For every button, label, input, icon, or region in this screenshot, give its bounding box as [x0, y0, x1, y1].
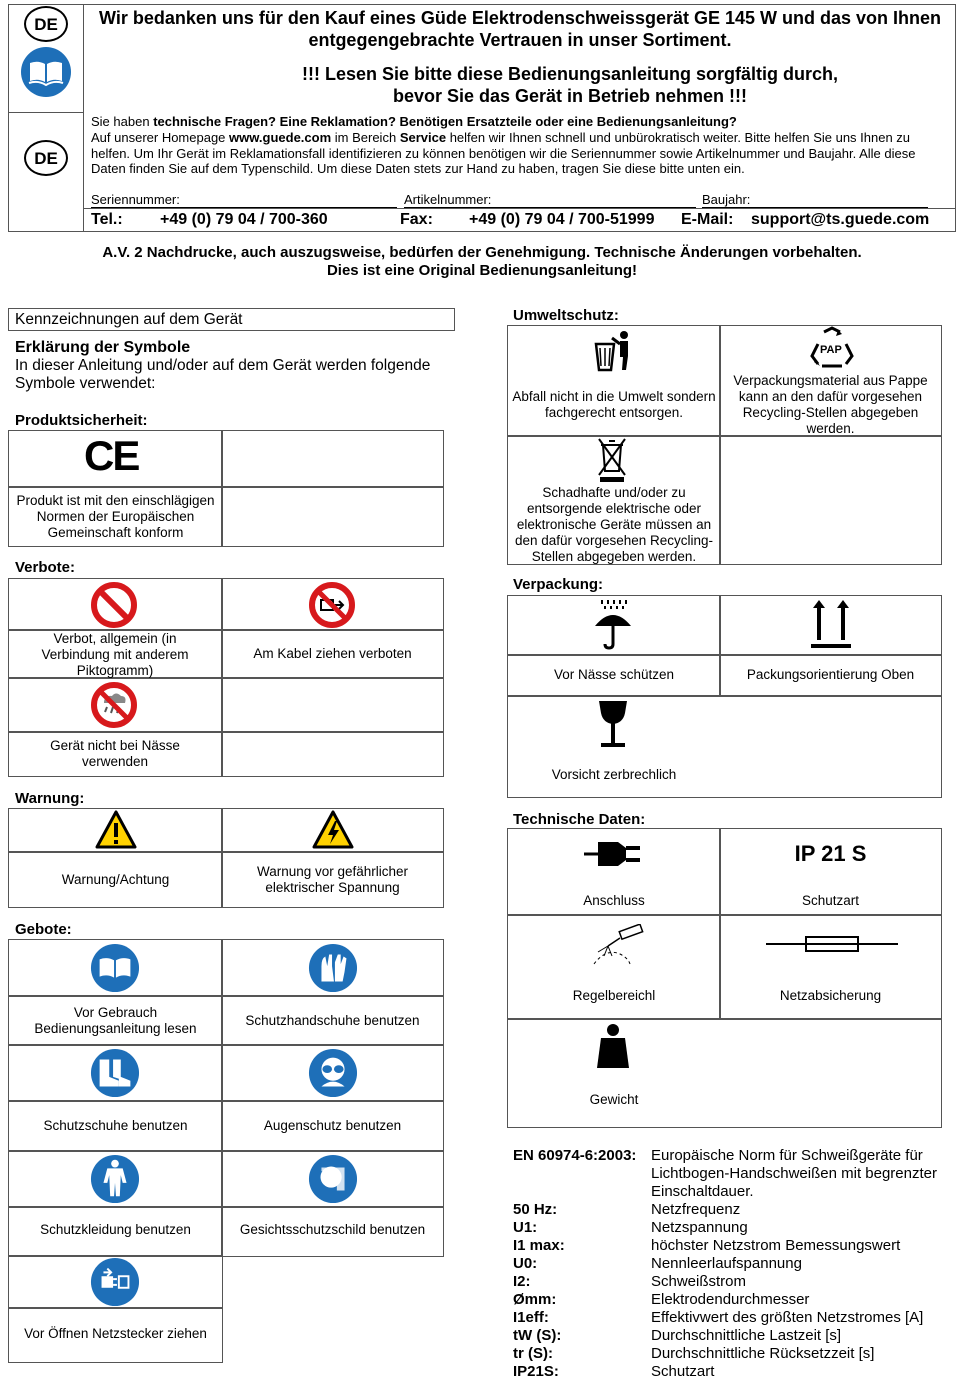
- notice-line-1: A.V. 2 Nachdrucke, auch auszugsweise, bedürfen der Genehmigung. Technische Änderungen vorbehalten.: [102, 244, 862, 261]
- spec-value: Netzfrequenz: [651, 1201, 741, 1218]
- t-fuse-caption: Netzabsicherung: [779, 988, 882, 1003]
- pack-fragile-caption: Vorsicht zerbrechlich: [551, 767, 677, 782]
- mail-label: E-Mail:: [681, 211, 734, 228]
- header-homepage-text: [91, 130, 947, 177]
- year-label: Baujahr:: [702, 192, 751, 207]
- lang-badge-top: DE: [24, 6, 68, 42]
- left-title-box: Kennzeichnungen auf dem Gerät: [8, 308, 455, 331]
- t-weight-caption: Gewicht: [589, 1092, 639, 1107]
- warn-voltage-caption: Warnung vor gefährlicher elektrischer Spannung: [256, 864, 409, 895]
- empty-cell: [221, 677, 444, 733]
- pap-mark: PAP: [820, 344, 842, 356]
- prohib-cable-caption: Am Kabel ziehen verboten: [253, 646, 412, 661]
- environment-heading: Umweltschutz:: [513, 307, 619, 324]
- no-cable-pull-icon: [308, 581, 356, 629]
- spec-key: I1 max:: [513, 1237, 565, 1254]
- ce-caption: Produkt ist mit den einschlägigen Normen der Europäischen Gemeinschaft konform: [16, 493, 215, 540]
- spec-key: I2:: [513, 1273, 531, 1290]
- adjustment-range-icon: [590, 924, 646, 970]
- empty-cell: [221, 430, 444, 488]
- fuse-icon: [766, 935, 898, 953]
- spec-value: Schweißstrom: [651, 1273, 747, 1290]
- spec-value: Effektivwert des größten Netzstromes [A]: [651, 1309, 924, 1326]
- protective-clothing-icon: [90, 1154, 140, 1204]
- empty-cell: [221, 486, 444, 547]
- env-cell: [719, 435, 942, 565]
- spec-key: U0:: [513, 1255, 538, 1272]
- header-question: [91, 114, 951, 130]
- mail-address[interactable]: support@ts.guede.com: [751, 211, 930, 228]
- question-intro: Sie haben: [91, 114, 150, 129]
- spec-key: Ømm:: [513, 1291, 557, 1308]
- ip-rating: IP 21 S: [794, 841, 867, 866]
- t-ip-caption: Schutzart: [801, 893, 860, 908]
- warning-heading: Warnung:: [15, 790, 85, 807]
- symbols-intro: In dieser Anleitung und/oder auf dem Gerät werden folgende Symbole verwendet:: [15, 357, 431, 392]
- hp-rest: helfen wir Ihnen schnell und unbürokratisch weiter. Bitte helfen Sie uns Ihnen zu helfen. Um Ihr Gerät im Reklamationsfall identifizieren zu können benötigen wir die Seriennummer sowie Artikelnummer und Baujahr. Alle diese Daten finden Sie auf dem Typenschild. Um diese Daten stets zur Hand zu haben, tragen Sie diese bitte unten ein.: [91, 130, 916, 177]
- prohibition-heading: Verbote:: [15, 559, 76, 576]
- m-eyes-caption: Augenschutz benutzen: [263, 1118, 402, 1133]
- lang-badge-bottom: DE: [24, 140, 68, 176]
- m-clothes-caption: Schutzkleidung benutzen: [40, 1222, 191, 1237]
- pack-up-caption: Packungsorientierung Oben: [746, 667, 915, 682]
- warning-triangle-icon: [95, 810, 137, 850]
- tel-number[interactable]: +49 (0) 79 04 / 700-360: [160, 211, 328, 228]
- tech-cell: [507, 1018, 942, 1128]
- no-wet-use-icon: [90, 681, 138, 729]
- env-pap-caption: Verpackungsmaterial aus Pappe kann an den dafür vorgesehen Recycling-Stellen abgegeben werden.: [733, 373, 928, 436]
- spec-value: Durchschnittliche Lastzeit [s]: [651, 1327, 842, 1344]
- mandatory-heading: Gebote:: [15, 921, 72, 938]
- face-shield-icon: [308, 1154, 358, 1204]
- spec-value: höchster Netzstrom Bemessungswert: [651, 1237, 901, 1254]
- header-read-warning: !!! Lesen Sie bitte diese Bedienungsanleitung sorgfältig durch, bevor Sie das Gerät in Betrieb nehmen !!!: [301, 64, 839, 106]
- packaging-heading: Verpackung:: [513, 576, 604, 593]
- weee-crossed-bin-icon: [596, 437, 628, 483]
- umbrella-icon: [592, 598, 634, 650]
- notice-line-2: Dies ist eine Original Bedienungsanleitung!: [326, 262, 638, 279]
- spec-key: U1:: [513, 1219, 538, 1236]
- fax-label: Fax:: [400, 211, 433, 228]
- m-gloves-caption: Schutzhandschuhe benutzen: [245, 1013, 420, 1028]
- spec-key: IP21S:: [513, 1363, 559, 1380]
- serial-label: Seriennummer:: [91, 192, 180, 207]
- spec-value: Netzspannung: [651, 1219, 748, 1236]
- unplug-icon: [90, 1257, 140, 1307]
- header-thanks: Wir bedanken uns für den Kauf eines Güde Elektrodenschweissgerät GE 145 W und das von Ihnen entgegengebrachte Vertrauen in unser Sortiment.: [98, 8, 942, 50]
- spec-value: Schutzart: [651, 1363, 715, 1380]
- article-label: Artikelnummer:: [404, 192, 492, 207]
- spec-value: Europäische Norm für Schweißgeräte für Lichtbogen-Handschweißen mit begrenzter Einschaltdauer.: [651, 1147, 937, 1200]
- read-manual-icon: [90, 943, 140, 993]
- fragile-glass-icon: [597, 699, 629, 749]
- spec-key: tr (S):: [513, 1345, 553, 1362]
- m-shoes-caption: Schutzschuhe benutzen: [43, 1118, 188, 1133]
- spec-key: EN 60974-6:2003:: [513, 1147, 637, 1164]
- t-plug-caption: Anschluss: [583, 893, 645, 908]
- warn-general-caption: Warnung/Achtung: [61, 872, 170, 887]
- env-weee-caption: Schadhafte und/oder zu entsorgende elektrische oder elektronische Geräte müssen an den dafür vorgesehen Recycling-Stellen abgegeben werden.: [514, 485, 714, 564]
- hp-mid: im Bereich: [334, 130, 397, 145]
- safety-shoes-icon: [90, 1048, 140, 1098]
- spec-value: Elektrodendurchmesser: [651, 1291, 810, 1308]
- plug-connection-icon: [584, 832, 642, 876]
- m-unplug-caption: Vor Öffnen Netzstecker ziehen: [24, 1326, 207, 1341]
- homepage-link[interactable]: www.guede.com: [229, 130, 332, 145]
- hp-intro: Auf unserer Homepage: [91, 130, 226, 145]
- m-shield-caption: Gesichtsschutzschild benutzen: [239, 1222, 426, 1237]
- spec-value: Durchschnittliche Rücksetzzeit [s]: [651, 1345, 875, 1362]
- m-manual-caption: Vor Gebrauch Bedienungsanleitung lesen: [34, 1005, 197, 1036]
- prohibition-general-icon: [90, 581, 138, 629]
- spec-value: Nennleerlaufspannung: [651, 1255, 802, 1272]
- article-field[interactable]: [404, 192, 696, 208]
- safety-heading: Produktsicherheit:: [15, 412, 148, 429]
- this-side-up-icon: [811, 596, 851, 650]
- spec-key: I1eff:: [513, 1309, 549, 1326]
- env-waste-caption: Abfall nicht in die Umwelt sondern fachgerecht entsorgen.: [512, 389, 716, 420]
- electric-voltage-warning-icon: [312, 810, 354, 850]
- header-divider: [8, 112, 84, 113]
- spec-key: 50 Hz:: [513, 1201, 558, 1218]
- question-bold: technische Fragen? Eine Reklamation? Benötigen Ersatzteile oder eine Bedienungsanleitung?: [153, 114, 737, 129]
- weight-icon: [596, 1022, 630, 1070]
- pack-wet-caption: Vor Nässe schützen: [553, 667, 675, 682]
- year-field[interactable]: [702, 192, 928, 208]
- tel-label: Tel.:: [91, 211, 123, 228]
- tech-cell: [719, 914, 942, 1020]
- fax-number: +49 (0) 79 04 / 700-51999: [469, 211, 655, 228]
- serial-field[interactable]: [91, 192, 397, 208]
- symbols-heading: Erklärung der Symbole: [15, 339, 191, 356]
- empty-cell: [221, 731, 444, 777]
- eye-protection-icon: [308, 1048, 358, 1098]
- ce-mark-icon: CE: [84, 432, 139, 479]
- prohib-wet-caption: Gerät nicht bei Nässe verwenden: [50, 738, 180, 769]
- gloves-icon: [308, 943, 358, 993]
- t-range-caption: Regelbereichl: [572, 988, 656, 1003]
- prohib-general-caption: Verbot, allgemein (in Verbindung mit anderem Piktogramm): [41, 631, 189, 678]
- service-link[interactable]: Service: [399, 130, 447, 145]
- tech-data-heading: Technische Daten:: [513, 811, 646, 828]
- tidyman-waste-icon: [590, 330, 638, 372]
- spec-key: tW (S):: [513, 1327, 562, 1344]
- read-manual-icon: [20, 46, 72, 98]
